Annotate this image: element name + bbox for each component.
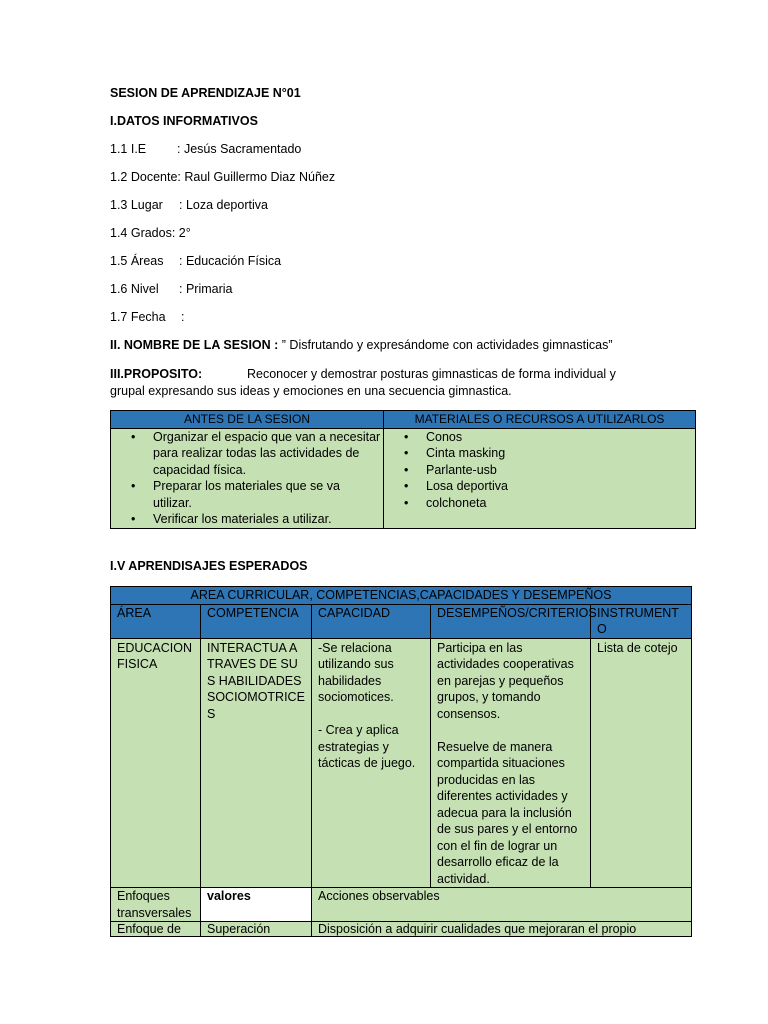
dato-nivel: 1.6 Nivel : Primaria	[110, 282, 233, 296]
cell-acciones: Acciones observables	[312, 888, 692, 922]
col-area: ÁREA	[111, 604, 201, 638]
col-instrumento: INSTRUMENTO	[591, 604, 692, 638]
aprendizajes-title-row: AREA CURRICULAR, COMPETENCIAS,CAPACIDADES Y DESEMPEÑOS	[111, 587, 692, 605]
dato-docente: 1.2 Docente: Raul Guillermo Diaz Núñez	[110, 170, 336, 184]
aprendizajes-table	[110, 586, 692, 937]
list-item: • colchoneta	[426, 495, 693, 512]
nombre-sesion: II. NOMBRE DE LA SESION : ” Disfrutando y expresándome con actividades gimnasticas”	[110, 338, 613, 352]
cell-disposicion: Disposición a adquirir cualidades que mejoraran el propio	[312, 922, 692, 937]
list-item: • Cinta masking	[426, 445, 693, 462]
antes-list	[113, 429, 381, 529]
materiales-cell	[384, 428, 696, 529]
cell-area: EDUCACION FISICA	[111, 638, 201, 888]
col-capacidad: CAPACIDAD	[312, 604, 431, 638]
cell-superacion: Superación	[201, 922, 312, 937]
dato-lugar: 1.3 Lugar : Loza deportiva	[110, 198, 268, 212]
col-competencia: COMPETENCIA	[201, 604, 312, 638]
dato-ie: 1.1 I.E : Jesús Sacramentado	[110, 142, 302, 156]
proposito: III.PROPOSITO: Reconocer y demostrar posturas gimnasticas de forma individual y grupal expresando sus ideas y emociones en una secuencia gimnastica.	[110, 367, 616, 398]
list-item: • Losa deportiva	[426, 478, 693, 495]
antes-cell	[111, 428, 384, 529]
list-item: • Organizar el espacio que van a necesitar para realizar todas las actividades de capacidad física.	[153, 429, 381, 479]
antes-materiales-table	[110, 410, 696, 529]
cell-competencia: INTERACTUA A TRAVES DE SUS HABILIDADES SOCIOMOTRICES	[201, 638, 312, 888]
list-item: • Parlante-usb	[426, 462, 693, 479]
aprendizajes-heading: I.V APRENDISAJES ESPERADOS	[110, 559, 308, 574]
list-item: • Verificar los materiales a utilizar.	[153, 511, 381, 528]
document-title: SESION DE APRENDIZAJE N°01	[110, 86, 301, 100]
datos-heading: I.DATOS INFORMATIVOS	[110, 114, 258, 128]
list-item: • Preparar los materiales que se va utilizar.	[153, 478, 381, 511]
document-page	[110, 86, 700, 937]
cell-valores: valores	[201, 888, 312, 922]
materiales-list	[386, 429, 693, 512]
cell-capacidad: -Se relaciona utilizando sus habilidades sociomotices. - Crea y aplica estrategias y tácticas de juego.	[312, 638, 431, 888]
antes-header: ANTES DE LA SESION	[111, 411, 384, 429]
dato-grados: 1.4 Grados: 2°	[110, 226, 191, 240]
list-item: • Conos	[426, 429, 693, 446]
col-desempenos: DESEMPEÑOS/CRITERIOS	[431, 604, 591, 638]
materiales-header: MATERIALES O RECURSOS A UTILIZARLOS	[384, 411, 696, 429]
cell-enfoque-de: Enfoque de	[111, 922, 201, 937]
cell-instrumento: Lista de cotejo	[591, 638, 692, 888]
dato-fecha: 1.7 Fecha :	[110, 310, 185, 324]
cell-enfoques-label: Enfoques transversales	[111, 888, 201, 922]
cell-desempenos: Participa en las actividades cooperativas en parejas y pequeños grupos, y tomando consensos. Resuelve de manera compartida situaciones producidas en las diferentes actividades y adecua para la inclusión de sus pares y el entorno con el fin de lograr un desarrollo eficaz de la actividad.	[431, 638, 591, 888]
dato-areas: 1.5 Áreas : Educación Física	[110, 254, 282, 268]
